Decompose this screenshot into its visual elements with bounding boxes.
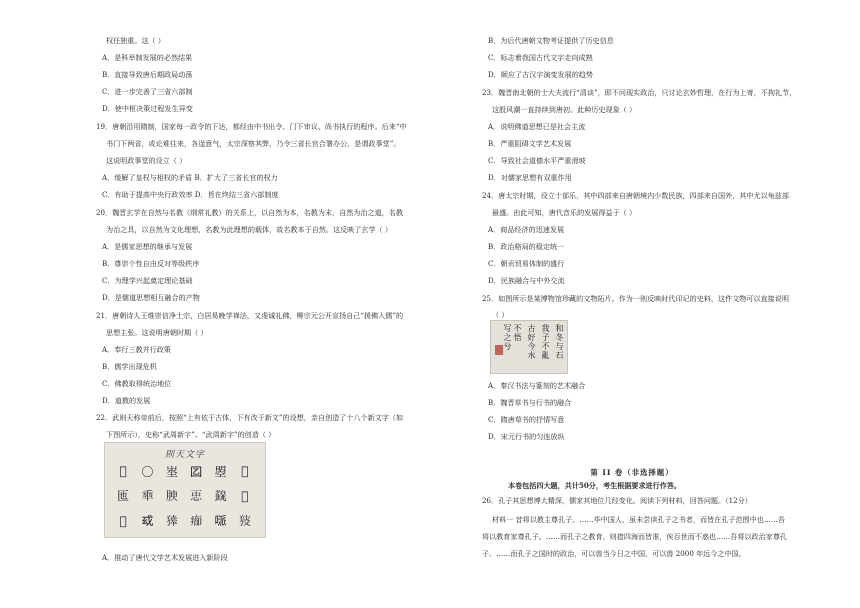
left-text-line: C．佛教取得统治地位 <box>102 379 172 388</box>
wuzhou-character: 𠸁 <box>214 514 227 529</box>
wuzhou-character: 𤡶 <box>165 514 178 529</box>
right-text-line: C．导致社会道德水平严重滑坡 <box>488 156 586 165</box>
wuzhou-character: 𦚤 <box>165 489 178 504</box>
right-text-line: 子。……而孔子之国时的政治，可以兽当今日之中国，可以兽 2000 年远今之中国。 <box>482 549 746 558</box>
right-text-line: 25．如图所示是某博物馆珍藏的文物拓片。作为一则反映时代印记的史料，这件文物可以直接说明 <box>482 294 789 303</box>
left-text-line: 思想主张。这说明唐朝时期（ ） <box>106 328 208 337</box>
left-text-line: C．进一步完善了三省六部制 <box>102 87 193 96</box>
left-text-line: 22．武则天称帝前后，按照“上有依于古体，下有改于新文”的设想，亲自创造了十八个新文字（如 <box>96 413 404 422</box>
left-text-line: 19．唐朝沿用隋制，国家每一政令的下达，都经由中书出令、门下审议、尚书执行的程序。后来“中 <box>96 122 407 131</box>
right-text-line: 24．唐太宗时期，设立十部乐，其中四部来自唐朝境内少数民族，四部来自国外，其中尤以龟兹部 <box>482 191 789 200</box>
wuzhou-character: 𡆠 <box>190 464 203 479</box>
right-text-line: A．秦汉书法与篆刻的艺术融合 <box>488 381 586 390</box>
right-text-line: （ ） <box>492 310 509 319</box>
left-text-line: 这说明政事堂的设立（ ） <box>106 156 187 165</box>
left-text-line: 下图所示），史称“武周新字”。“武周新字”的创造（ ） <box>106 430 276 439</box>
calligraphy-rubbing-figure <box>490 320 568 374</box>
wuzhou-character: 曌 <box>214 464 227 479</box>
left-text-line: B．儒学出现危机 <box>102 362 157 371</box>
wuzhou-character-grid <box>111 459 257 533</box>
right-text-line: 将以教育家尊孔子。……而孔子之教育，则措四海而皆准，俟百世而不惑也……吾将以政治家尊孔 <box>482 532 788 541</box>
right-text-line: B．为后代唐朝文物考证提供了历史信息 <box>488 36 614 45</box>
left-text-line: D．使中枢决策过程发生异变 <box>102 104 193 113</box>
left-text-line: A．是科举制发展的必然结果 <box>102 53 193 62</box>
right-text-line: 23．魏晋南北朝的士大夫流行“清谈”，即不问现实政治，只讨论玄妙哲理，在行为上寄，不拘礼节， <box>482 88 797 97</box>
wuzhou-character: 〇 <box>141 464 154 479</box>
wuzhou-character: 𠡦 <box>241 464 249 479</box>
wuzhou-character: 𤷽 <box>190 514 203 529</box>
right-text-line: D．宋元行书的匀连放纵 <box>488 432 565 441</box>
right-text-line: D．民族融合与中外交流 <box>488 276 565 285</box>
calligraphy-column: 写之兮 <box>503 324 512 351</box>
wuzhou-character: 𡕀 <box>241 488 249 503</box>
right-text-line: 最盛。由此可知，唐代音乐的发展得益于（ ） <box>492 208 637 217</box>
right-text-line: B．政治格局的稳定统一 <box>488 242 565 251</box>
right-text-line: C．隋唐草书的抒情写意 <box>488 415 565 424</box>
right-text-line: 26．孔子其思想博大精深，儒家其地位几经变化。阅读下列材料，回答问题。（12分） <box>482 496 752 505</box>
wuzhou-characters-figure <box>104 442 266 538</box>
left-text-line: A．推动了唐代文学艺术发展进入新阶段 <box>102 553 228 562</box>
calligraphy-column: 我子不亂 <box>541 324 550 360</box>
calligraphy-column: 不悟 <box>513 324 522 342</box>
right-text-line: B．严重阻碍文学艺术发展 <box>488 139 572 148</box>
left-text-line: 书门下两省，或论难往来，各逞意气，太宗深察其弊，乃令三省长官合署办公，是谓政事堂”。 <box>106 139 401 148</box>
right-text-line: D．顺应了古汉字演变发展的趋势 <box>488 70 593 79</box>
wuzhou-character: 匜 <box>117 489 130 504</box>
wuzhou-character: 𤟫 <box>238 514 251 529</box>
left-text-line: B．尊崇个性自由反对等级秩序 <box>102 259 200 268</box>
wuzhou-character: 𠦚 <box>141 489 154 504</box>
wuzhou-character: 𠀑 <box>119 464 127 479</box>
left-text-line: B．直接导致唐后期政局动荡 <box>102 70 193 79</box>
wuzhou-character: 埊 <box>165 464 178 479</box>
right-text-line: 材料一 昔将以教主尊孔子。……毕中国人，虽未尝读孔子之书者，而皆在孔子范围中也……吾 <box>492 515 786 524</box>
section-title: 第 II 卷（非选择题） <box>590 468 674 477</box>
right-text-line: A．说明佛道思想已是社会主流 <box>488 122 586 131</box>
right-text-line: A．商品经济的迅速发展 <box>488 225 565 234</box>
left-text-line: C．为理学兴起奠定理论基础 <box>102 276 193 285</box>
right-text-line: 这股风潮一直持续到唐初。此种历史现象（ ） <box>492 105 637 114</box>
section-note: 本卷包括四大题，共计50分，考生根据要求进行作答。 <box>508 481 682 490</box>
right-text-line: C．标志着我国古代文字走向成熟 <box>488 53 593 62</box>
wuzhou-character: 𤾿 <box>214 489 227 504</box>
left-text-line: A．奉行三教并行政策 <box>102 345 171 354</box>
seal-stamp-icon <box>495 345 503 355</box>
right-text-line: C．朝贡贸易体制的盛行 <box>488 259 565 268</box>
right-text-line: B．魏晋草书与行书的融合 <box>488 398 572 407</box>
calligraphy-column: 和冬与石 <box>555 324 564 360</box>
left-text-line: A．是儒家思想的继承与发展 <box>102 242 193 251</box>
calligraphy-column: 古好今水 <box>527 324 536 360</box>
left-text-line: D．道教的发展 <box>102 396 151 405</box>
figure-caption: 則天文字 <box>164 450 205 460</box>
left-text-line: C．有助于提高中央行政效率 D．旨在终结三省六部制度 <box>102 190 279 199</box>
wuzhou-character: 𠡦 <box>119 513 127 528</box>
left-text-line: 权任独重。这（ ） <box>106 36 166 45</box>
wuzhou-character: 𢘑 <box>190 489 203 504</box>
left-text-line: 为治之具，以自然为文化理想，名教为此理想的载体，故名教本于自然。这反映了玄学（ ） <box>106 225 393 234</box>
left-text-line: 21．唐朝诗人王维崇信净土宗，白居易晚学禅法，又虔诚礼佛，柳宗元公开宣扬自己“援佛入儒”的 <box>96 311 404 320</box>
left-text-line: 20．魏晋玄学在自然与名教（纲常礼教）的关系上，以自然为本，名教为末，自然为治之道，名教 <box>96 208 403 217</box>
left-text-line: D．是儒道思想相互融合的产物 <box>102 293 200 302</box>
wuzhou-character: 𢦙 <box>141 514 154 529</box>
left-text-line: A．缓解了皇权与相权的矛盾 B．扩大了三省长官的权力 <box>102 173 278 182</box>
right-text-line: D．对儒家思想有双重作用 <box>488 173 572 182</box>
